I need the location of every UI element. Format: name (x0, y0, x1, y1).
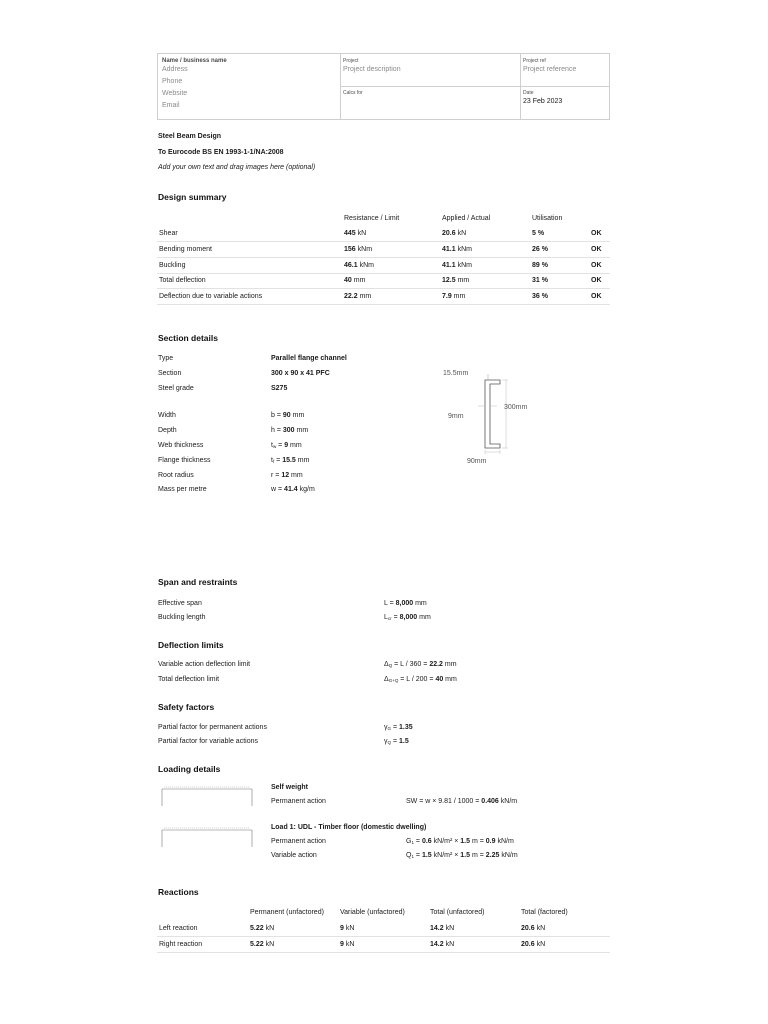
email-field[interactable]: Email (162, 102, 180, 109)
address-field[interactable]: Address (162, 66, 188, 73)
summary-row: Bending moment 156 kNm 41.1 kNm 26 % OK (157, 242, 610, 258)
depth-value: h = 300 mm (271, 427, 309, 434)
project-ref-field[interactable]: Project reference (523, 66, 577, 73)
section-value[interactable]: 300 x 90 x 41 PFC (271, 370, 330, 377)
grade-label: Steel grade (158, 385, 194, 392)
load1-var-label: Variable action (271, 852, 317, 859)
load1-title[interactable]: Load 1: UDL - Timber floor (domestic dwelling) (271, 824, 427, 831)
deflection-heading: Deflection limits (158, 640, 224, 650)
status-badge: OK (591, 277, 602, 284)
depth-label: Depth (158, 427, 177, 434)
flange-dim-label: 15.5mm (443, 370, 469, 377)
span-heading: Span and restraints (158, 577, 238, 587)
root-label: Root radius (158, 472, 194, 479)
web-value: $t_w = 9$ mm (271, 442, 302, 449)
summary-row: Total deflection 40 mm 12.5 mm 31 % OK (157, 273, 610, 289)
udl-self-weight-icon (160, 784, 256, 810)
phone-field[interactable]: Phone (162, 78, 183, 85)
reaction-row: Left reaction 5.22 kN 9 kN 14.2 kN 20.6 kN (157, 921, 610, 937)
type-value[interactable]: Parallel flange channel (271, 355, 347, 362)
effective-span-label: Effective span (158, 600, 202, 607)
section-details-heading: Section details (158, 333, 218, 343)
summary-row: Buckling 46.1 kNm 41.1 kNm 89 % OK (157, 258, 610, 274)
section-label: Section (158, 370, 182, 377)
width-value: b = 90 mm (271, 412, 305, 419)
business-name[interactable]: Name / business name (162, 58, 227, 64)
date-label: Date (523, 90, 534, 96)
self-weight-value: SW = w × 9.81 / 1000 = 0.406 kN/m (406, 798, 518, 805)
grade-value[interactable]: S275 (271, 385, 288, 392)
udl-load1-icon (160, 825, 256, 851)
buckling-length-label: Buckling length (158, 614, 206, 621)
load1-perm-label: Permanent action (271, 838, 326, 845)
total-deflection-label: Total deflection limit (158, 676, 220, 683)
flange-value: $t_f = 15.5$ mm (271, 457, 310, 464)
total-deflection-value[interactable]: $\Delta_{G+Q} = L / 200 = 40$ mm (384, 676, 457, 683)
width-label: Width (158, 412, 176, 419)
var-factor-label: Partial factor for variable actions (158, 738, 258, 745)
effective-span-value[interactable]: L = 8,000 mm (384, 600, 427, 607)
root-value: r = 12 mm (271, 472, 303, 479)
web-label: Web thickness (158, 442, 204, 449)
business-block (162, 58, 227, 112)
variable-deflection-value[interactable]: $\Delta_Q = L / 360 = 22.2$ mm (384, 661, 457, 668)
load1-perm-value[interactable]: $G_1 = 0.6$ kN/m² × 1.5 m = 0.9 kN/m (406, 838, 514, 845)
depth-dim-label: 300mm (504, 404, 528, 411)
flange-label: Flange thickness (158, 457, 211, 464)
col-permanent: Permanent (unfactored) (250, 909, 324, 916)
website-field[interactable]: Website (162, 90, 188, 97)
perm-factor-label: Partial factor for permanent actions (158, 724, 267, 731)
header-box (157, 53, 610, 120)
status-badge: OK (591, 293, 602, 300)
width-dim-label: 90mm (467, 458, 487, 465)
col-resistance: Resistance / Limit (344, 215, 400, 222)
type-label: Type (158, 355, 174, 362)
status-badge: OK (591, 230, 602, 237)
col-utilisation: Utilisation (532, 215, 563, 222)
col-total-unfactored: Total (unfactored) (430, 909, 485, 916)
design-summary-heading: Design summary (158, 192, 227, 202)
channel-section-diagram (430, 362, 540, 472)
doc-note[interactable]: Add your own text and drag images here (optional) (158, 164, 316, 171)
perm-factor-value[interactable]: $\gamma_G = 1.35$ (384, 724, 413, 731)
load1-var-value[interactable]: $Q_1 = 1.5$ kN/m² × 1.5 m = 2.25 kN/m (406, 852, 518, 859)
col-applied: Applied / Actual (442, 215, 491, 222)
project-field[interactable]: Project description (343, 66, 401, 73)
loading-heading: Loading details (158, 764, 221, 774)
self-weight-title: Self weight (271, 784, 308, 791)
mass-label: Mass per metre (158, 486, 207, 493)
reactions-heading: Reactions (158, 887, 199, 897)
col-variable: Variable (unfactored) (340, 909, 405, 916)
self-weight-action: Permanent action (271, 798, 326, 805)
mass-value: w = 41.4 kg/m (271, 486, 315, 493)
calcs-for-label: Calcs for (343, 90, 363, 96)
summary-row: Shear 445 kN 20.6 kN 5 % OK (157, 226, 610, 242)
date-field[interactable]: 23 Feb 2023 (523, 98, 563, 105)
buckling-length-value[interactable]: $L_{cr} = 8,000$ mm (384, 614, 431, 621)
reaction-row: Right reaction 5.22 kN 9 kN 14.2 kN 20.6 kN (157, 937, 610, 953)
var-factor-value[interactable]: $\gamma_Q = 1.5$ (384, 738, 409, 745)
col-total-factored: Total (factored) (521, 909, 568, 916)
status-badge: OK (591, 246, 602, 253)
summary-row: Deflection due to variable actions 22.2 mm 7.9 mm 36 % OK (157, 289, 610, 305)
doc-code: To Eurocode BS EN 1993-1-1/NA:2008 (158, 149, 284, 156)
doc-title: Steel Beam Design (158, 133, 222, 140)
variable-deflection-label: Variable action deflection limit (158, 661, 251, 668)
status-badge: OK (591, 262, 602, 269)
channel-outline (485, 380, 500, 448)
project-ref-label: Project ref (523, 58, 546, 64)
project-label: Project (343, 58, 359, 64)
web-dim-label: 9mm (448, 413, 464, 420)
safety-heading: Safety factors (158, 702, 215, 712)
